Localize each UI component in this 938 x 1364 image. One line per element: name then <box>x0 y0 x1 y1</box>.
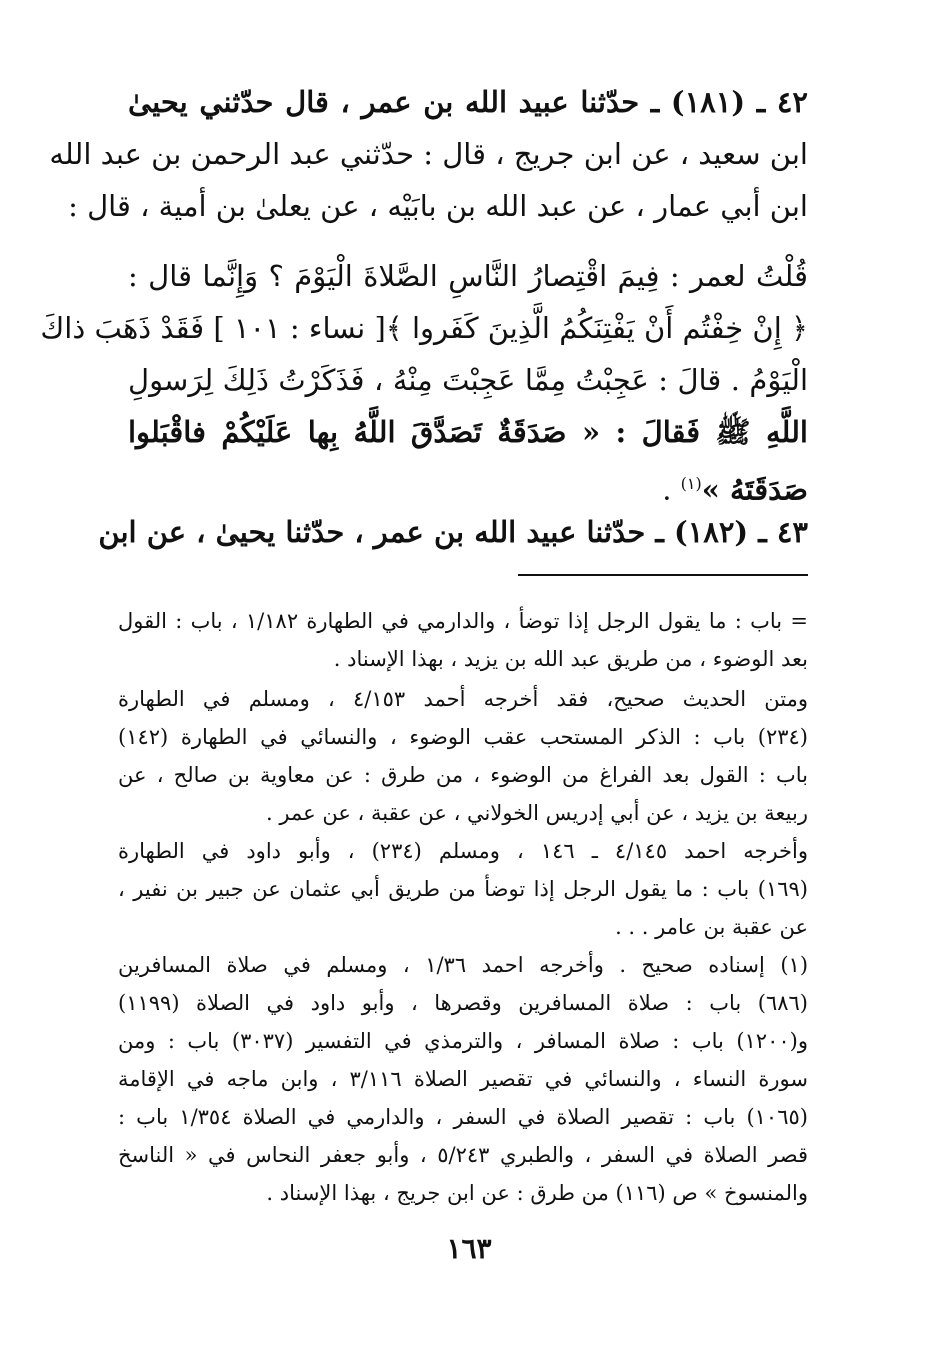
hadith-42 <box>49 76 808 232</box>
footnote-1-line-5: (١٠٦٥) باب : تقصير الصلاة في السفر ، والدارمي في الصلاة ١/٣٥٤ باب : <box>118 1105 808 1129</box>
footnote-1-line-4: سورة النساء ، والنسائي في تقصير الصلاة ٣/١١٦ ، وابن ماجه في الإقامة <box>118 1067 809 1091</box>
note-matn-line-3: باب : القول بعد الفراغ من الوضوء ، من طرق : عن معاوية بن صالح ، عن <box>118 763 808 787</box>
note-akhraja-line-3: عن عقبة بن عامر . . . <box>615 915 808 939</box>
note-matn-line-4: ربيعة بن يزيد ، عن أبي إدريس الخولاني ، عن عقبة ، عن عمر . <box>266 801 808 825</box>
quote-line-4: اللَّهِ ﷺ فَقالَ : « صَدَقَةٌ تَصَدَّقَ اللَّهُ بِها عَلَيْكُمْ فاقْبَلوا <box>128 415 808 449</box>
quote-line-2: ﴿ إِنْ خِفْتُم أَنْ يَفْتِنَكُمُ الَّذِينَ كَفَروا ﴾[ نساء : ١٠١ ] فَقَدْ ذَهَبَ ذاكَ <box>40 311 808 345</box>
note-akhraja <box>118 832 808 946</box>
quote-line-1: قُلْتُ لعمر : فِيمَ اقْتِصارُ النَّاسِ الصَّلاةَ الْيَوْمَ ؟ وَإِنَّما قال : <box>128 259 808 293</box>
footnote-1 <box>118 946 808 1212</box>
footnote-divider <box>518 574 808 576</box>
hadith-43 <box>98 506 808 558</box>
footnote-1-line-3: و(١٢٠٠) باب : صلاة المسافر ، والترمذي في التفسير (٣٠٣٧) باب : ومن <box>118 1029 808 1053</box>
hadith-42-line-3: ابن أبي عمار ، عن عبد الله بن بابَيْه ، عن يعلىٰ بن أمية ، قال : <box>68 189 808 223</box>
footnote-1-line-6: قصر الصلاة في السفر ، والطبري ٥/٢٤٣ ، وأبو جعفر النحاس في « الناسخ <box>118 1143 808 1167</box>
footnote-1-line-7: والمنسوخ » ص (١١٦) من طرق : عن ابن جريج ، بهذا الإسناد . <box>266 1181 808 1205</box>
quote-line-3: الْيَوْمُ . قالَ : عَجِبْتُ مِمَّا عَجِبْتَ مِنْهُ ، فَذَكَرْتُ ذَلِكَ لِرَسولِ <box>128 363 808 397</box>
footnote-1-line-1: (١) إسناده صحيح . وأخرجه احمد ١/٣٦ ، ومسلم في صلاة المسافرين <box>118 953 809 977</box>
note-akhraja-line-1: وأخرجه احمد ٤/١٤٥ ـ ١٤٦ ، ومسلم (٢٣٤) ، وأبو داود في الطهارة <box>118 839 808 863</box>
quote-line-5-text: صَدَقَتَهُ » <box>701 472 808 507</box>
quote-end-mark: . <box>662 472 672 507</box>
footnote-ref: (١) <box>680 474 702 493</box>
note-matn-line-1: ومتن الحديث صحيح، فقد أخرجه أحمد ٤/١٥٣ ، ومسلم في الطهارة <box>118 687 808 711</box>
hadith-42-text <box>40 250 808 510</box>
note-cont-line-1: = باب : ما يقول الرجل إذا توضأ ، والدارمي في الطهارة ١/١٨٢ ، باب : القول <box>118 609 808 633</box>
hadith-42-line-1: ٤٢ ـ (١٨١) ـ حدّثنا عبيد الله بن عمر ، قال حدّثني يحيىٰ <box>128 85 808 119</box>
note-continuation <box>118 602 808 678</box>
quote-line-5 <box>128 458 808 510</box>
hadith-42-line-2: ابن سعيد ، عن ابن جريج ، قال : حدّثني عبد الرحمن بن عبد الله <box>49 137 808 171</box>
footnote-1-line-2: (٦٨٦) باب : صلاة المسافرين وقصرها ، وأبو داود في الصلاة (١١٩٩) <box>118 991 808 1015</box>
note-matn <box>118 680 808 832</box>
hadith-43-line-1: ٤٣ ـ (١٨٢) ـ حدّثنا عبيد الله بن عمر ، حدّثنا يحيىٰ ، عن ابن <box>98 515 808 549</box>
page-number: ١٦٣ <box>446 1232 492 1265</box>
note-cont-line-2: بعد الوضوء ، من طريق عبد الله بن يزيد ، بهذا الإسناد . <box>333 647 808 671</box>
note-akhraja-line-2: (١٦٩) باب : ما يقول الرجل إذا توضأ من طريق أبي عثمان عن جبير بن نفير ، <box>118 877 808 901</box>
note-matn-line-2: (٢٣٤) باب : الذكر المستحب عقب الوضوء ، والنسائي في الطهارة (١٤٢) <box>118 725 808 749</box>
